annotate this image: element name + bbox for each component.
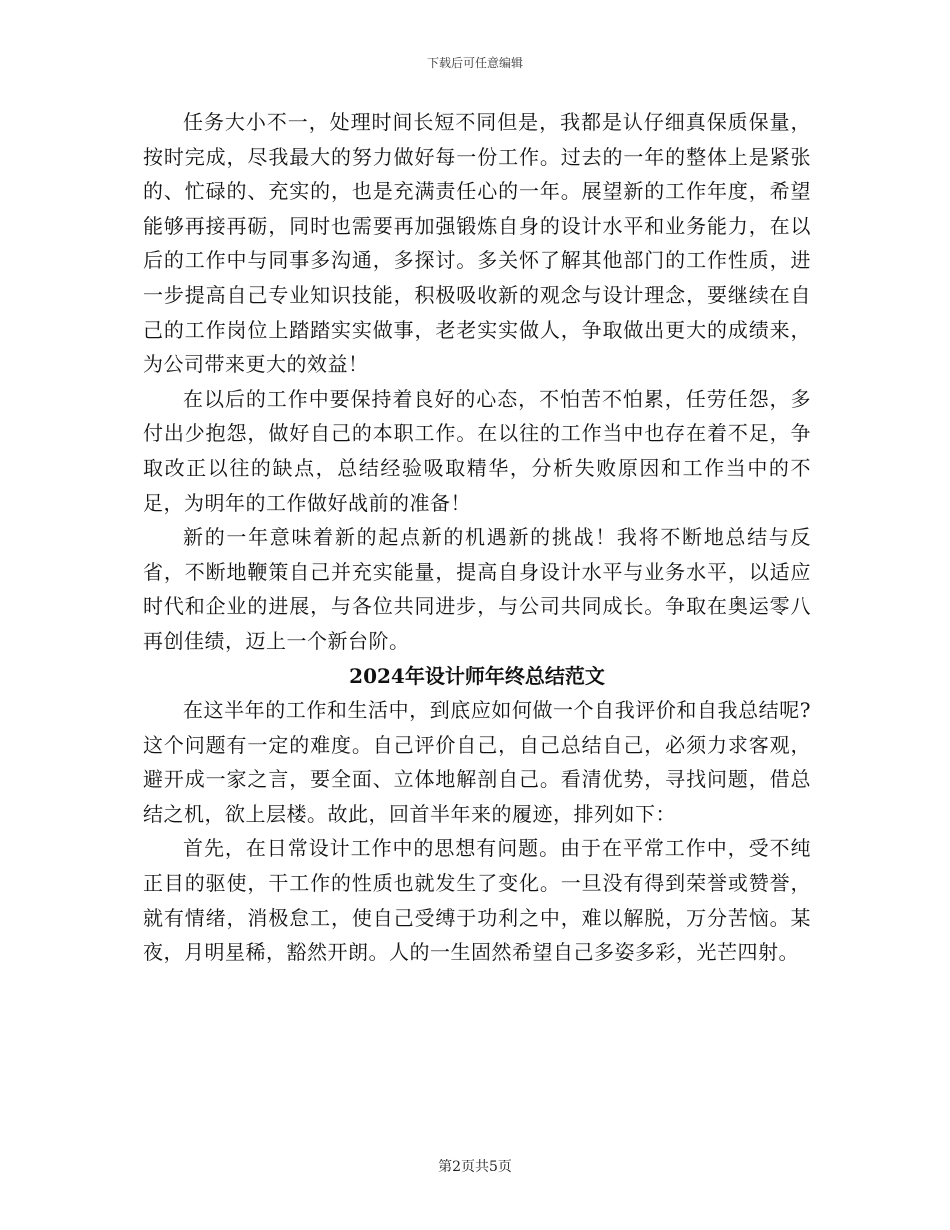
page-header: 下载后可任意编辑 [426, 56, 523, 70]
section-title: 2024年设计师年终总结范文 [349, 663, 605, 688]
page-number: 第2页共5页 [438, 1159, 512, 1175]
paragraph: 首先，在日常设计工作中的思想有问题。由于在平常工作中，受不纯正目的驱使，干工作的性质也就发生了变化。一旦没有得到荣誉或赞誉，就有情绪，消极怠工，使自己受缚于功利之中，难以解脱，万分苦恼。某夜，月明星稀，豁然开朗。人的一生固然希望自己多姿多彩，光芒四射。 [143, 836, 811, 965]
paragraph: 任务大小不一，处理时间长短不同但是，我都是认仔细真保质保量，按时完成，尽我最大的努力做好每一份工作。过去的一年的整体上是紧张的、忙碌的、充实的，也是充满责任心的一年。展望新的工作年度，希望能够再接再砺，同时也需要再加强锻炼自身的设计水平和业务能力，在以后的工作中与同事多沟通，多探讨。多关怀了解其他部门的工作性质，进一步提高自己专业知识技能，积极吸收新的观念与设计理念，要继续在自己的工作岗位上踏踏实实做事，老老实实做人，争取做出更大的成绩来，为公司带来更大的效益！ [143, 110, 811, 377]
document-body [143, 105, 811, 970]
paragraph: 在以后的工作中要保持着良好的心态，不怕苦不怕累，任劳任怨，多付出少抱怨，做好自己的本职工作。在以往的工作当中也存在着不足，争取改正以往的缺点，总结经验吸取精华，分析失败原因和工作当中的不足，为明年的工作做好战前的准备！ [143, 386, 811, 515]
paragraph: 在这半年的工作和生活中，到底应如何做一个自我评价和自我总结呢?这个问题有一定的难度。自己评价自己，自己总结自己，必须力求客观，避开成一家之言，要全面、立体地解剖自己。看清优势，寻找问题，借总结之机，欲上层楼。故此，回首半年来的履迹，排列如下： [143, 698, 811, 826]
paragraph: 新的一年意味着新的起点新的机遇新的挑战！我将不断地总结与反省，不断地鞭策自己并充实能量，提高自身设计水平与业务水平，以适应时代和企业的进展，与各位共同进步，与公司共同成长。争取在奥运零八再创佳绩，迈上一个新台阶。 [143, 525, 811, 653]
